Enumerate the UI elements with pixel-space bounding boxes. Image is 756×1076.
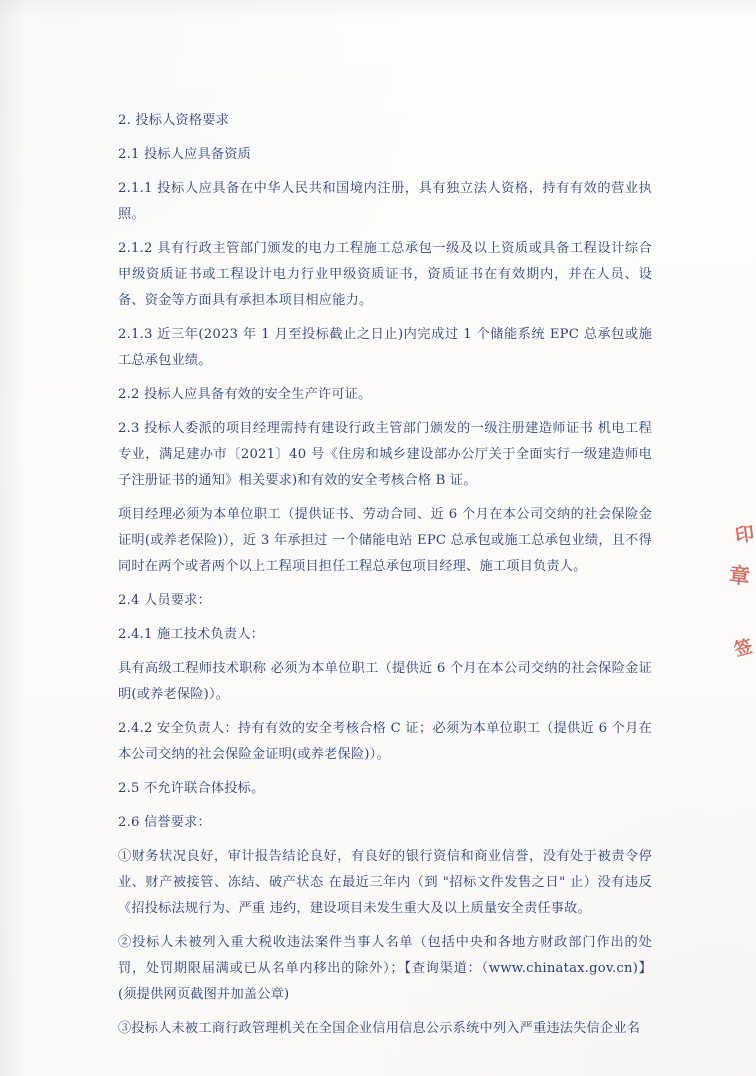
paragraph: 2.4.2 安全负责人：持有有效的安全考核合格 C 证；必须为本单位职工（提供近 6 个月在本公司交纳的社会保险金证明(或养老保险)）。 xyxy=(118,721,652,762)
page-left-shading xyxy=(0,0,26,1076)
paragraph: ②投标人未被列入重大税收违法案件当事人名单（包括中央和各地方财政部门作出的处罚，处罚期限届满或已从名单内移出的除外）；【查询渠道：（www.chinatax.gov.cn)】(须提供网页截图并加盖公章) xyxy=(118,935,652,1002)
section-heading: 2. 投标人资格要求 xyxy=(118,113,230,128)
paragraph: 2.1.2 具有行政主管部门颁发的电力工程施工总承包一级及以上资质或具备工程设计综合甲级资质证书或工程设计电力行业甲级资质证书，资质证书在有效期内，并在人员、设备、资金等方面具有承担本项目相应能力。 xyxy=(118,241,652,308)
paragraph: 2.6 信誉要求： xyxy=(118,815,211,830)
paragraph: ①财务状况良好，审计报告结论良好，有良好的银行资信和商业信誉，没有处于被责令停业、财产被接管、冻结、破产状态 在最近三年内（到 "招标文件发售之日" 止）没有违反《招投标法规行为、严重 违约，建设项目未发生重大及以上质量安全责任事故。 xyxy=(118,849,652,916)
paragraph: 2.5 不允许联合体投标。 xyxy=(118,781,265,796)
red-seal-mark: 章 xyxy=(727,561,752,590)
red-seal-mark: 印 xyxy=(733,522,756,548)
document-body xyxy=(118,108,652,1050)
paragraph: ③投标人未被工商行政管理机关在全国企业信用信息公示系统中列入严重违法失信企业名 xyxy=(118,1021,641,1036)
paragraph: 项目经理必须为本单位职工（提供证书、劳动合同、近 6 个月在本公司交纳的社会保险金证明(或养老保险)），近 3 年承担过 一个储能电站 EPC 总承包或施工总承包业绩，且不得同时在两个或者两个以上工程项目担任工程总承包项目经理、施工项目负责人。 xyxy=(118,507,652,574)
paragraph: 2.4.1 施工技术负责人： xyxy=(118,627,265,642)
paragraph: 2.3 投标人委派的项目经理需持有建设行政主管部门颁发的一级注册建造师证书 机电工程专业，满足建办市〔2021〕40 号《住房和城乡建设部办公厅关于全面实行一级建造师电子注册证书的通知》相关要求)和有效的安全考核合格 B 证。 xyxy=(118,421,652,488)
paragraph: 2.1.1 投标人应具备在中华人民共和国境内注册，具有独立法人资格，持有有效的营业执照。 xyxy=(118,181,652,222)
red-seal-mark: 签 xyxy=(732,636,755,661)
paragraph: 具有高级工程师技术职称 必须为本单位职工（提供近 6 个月在本公司交纳的社会保险金证明(或养老保险)）。 xyxy=(118,661,652,702)
paragraph: 2.1 投标人应具备资质 xyxy=(118,147,252,162)
page-top-shading xyxy=(0,0,756,20)
paragraph: 2.1.3 近三年(2023 年 1 月至投标截止之日止)内完成过 1 个储能系统 EPC 总承包或施工总承包业绩。 xyxy=(118,327,652,368)
paragraph: 2.4 人员要求： xyxy=(118,593,211,608)
paragraph: 2.2 投标人应具备有效的安全生产许可证。 xyxy=(118,387,372,402)
